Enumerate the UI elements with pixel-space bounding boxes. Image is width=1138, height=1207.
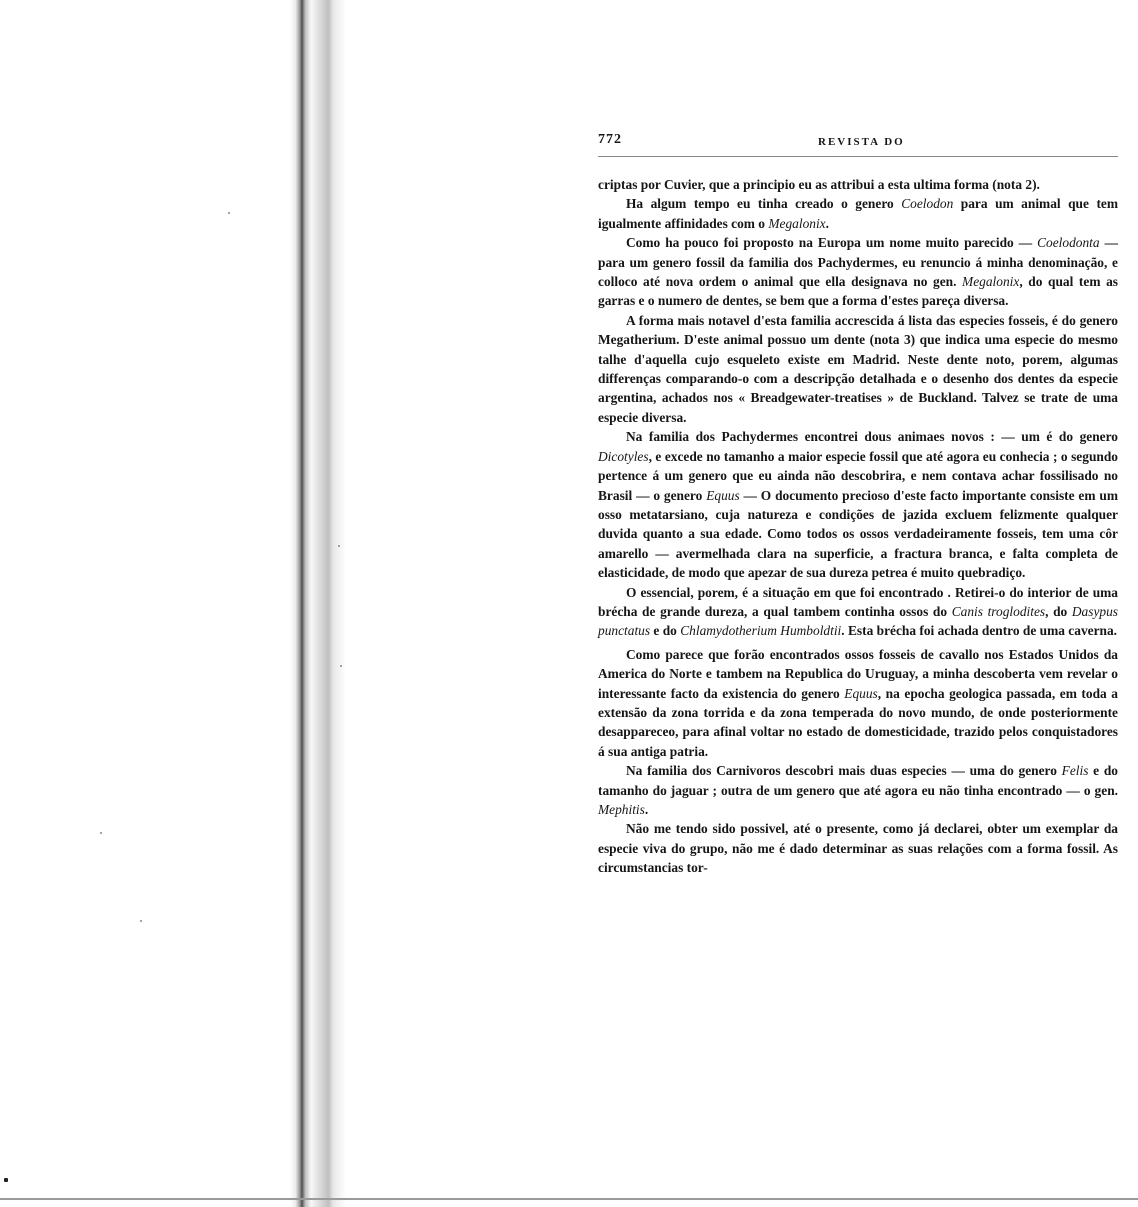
paragraph-1: criptas por Cuvier, que a principio eu as attribui a esta ultima forma (nota 2).	[598, 177, 1040, 192]
paragraph-9: Não me tendo sido possivel, até o presente, como já declarei, obter um exemplar da especie viva do grupo, não me é dado determinar as suas relações com a forma fossil. As circumstancias tor-	[598, 821, 1118, 876]
scan-speck	[340, 665, 342, 667]
scan-bottom-edge	[0, 1198, 1138, 1200]
running-head	[598, 130, 1118, 150]
header-rule	[598, 156, 1118, 157]
scan-speck	[140, 920, 142, 922]
scan-speck	[100, 832, 102, 834]
scan-speck	[4, 1178, 8, 1182]
scan-speck	[338, 545, 340, 547]
book-spine-shadow	[290, 0, 360, 1207]
body-text	[598, 175, 1118, 878]
scan-speck	[228, 212, 230, 214]
paragraph-7: Como parece que forão encontrados ossos fosseis de cavallo nos Estados Unidos da America do Norte e tambem na Republica do Uruguay, a minha descoberta vem revelar o interessante facto da existencia do genero Equus, na epocha geologica passada, em toda a extensão da zona torrida e da zona temperada do novo mundo, de onde posteriormente desappareceo, para afinal voltar no estado de domesticidade, trazido pelos conquistadores á sua antiga patria.	[598, 646, 1118, 759]
paragraph-5: Na familia dos Pachydermes encontrei dous animaes novos : — um é do genero Dicotyles, e excede no tamanho a maior especie fossil que até agora eu conhecia ; o segundo pertence á um genero que eu ainda não descobrira, e nem contava achar fossilisado no Brasil — o genero Equus — O documento precioso d'este facto importante consiste em um osso metatarsiano, cuja natureza e condições de jazida excluem felizmente qualquer duvida quanto a sua edade. Como todos os ossos verdadeiramente fosseis, tem uma côr amarello — avermelhada clara na superficie, a fractura branca, e falta completa de elasticidade, de modo que apezar de sua dureza petrea é muito quebradiço.	[598, 429, 1119, 581]
journal-title: REVISTA DO	[818, 136, 905, 148]
paragraph-4: A forma mais notavel d'esta familia accrescida á lista das especies fosseis, é do genero Megatherium. D'este animal possuo um dente (nota 3) que indica uma especie do mesmo talhe d'aquella cujo esqueleto existe em Madrid. Neste dente noto, porem, algumas differenças comparando-o com a descripção detalhada e o desenho dos dentes da especie argentina, achados nos « Breadgewater-treatises » de Buckland. Talvez se trate de uma especie diversa.	[598, 312, 1118, 425]
paragraph-8: Na familia dos Carnivoros descobri mais duas especies — uma do genero Felis e do tamanho do jaguar ; outra de um genero que até agora eu não tinha encontrado — o gen. Mephitis.	[598, 763, 1118, 817]
paragraph-6: O essencial, porem, é a situação em que foi encontrado . Retirei-o do interior de uma brécha de grande dureza, a qual tambem continha ossos do Canis troglodites, do Dasypus punctatus e do Chlamydotherium Humboldtii. Esta brécha foi achada dentro de uma caverna.	[598, 584, 1119, 639]
paragraph-3: Como ha pouco foi proposto na Europa um nome muito parecido — Coelodonta — para um genero fossil da familia dos Pachydermes, eu renuncio á minha denominação, e colloco até nova ordem o animal que ella designava no gen. Megalonix, do qual tem as garras e o numero de dentes, se bem que a forma d'estes pareça diversa.	[598, 235, 1118, 309]
book-page	[598, 130, 1118, 1080]
page-number: 772	[598, 132, 622, 147]
paragraph-2: Ha algum tempo eu tinha creado o genero Coelodon para um animal que tem igualmente affinidades com o Megalonix.	[598, 196, 1118, 231]
